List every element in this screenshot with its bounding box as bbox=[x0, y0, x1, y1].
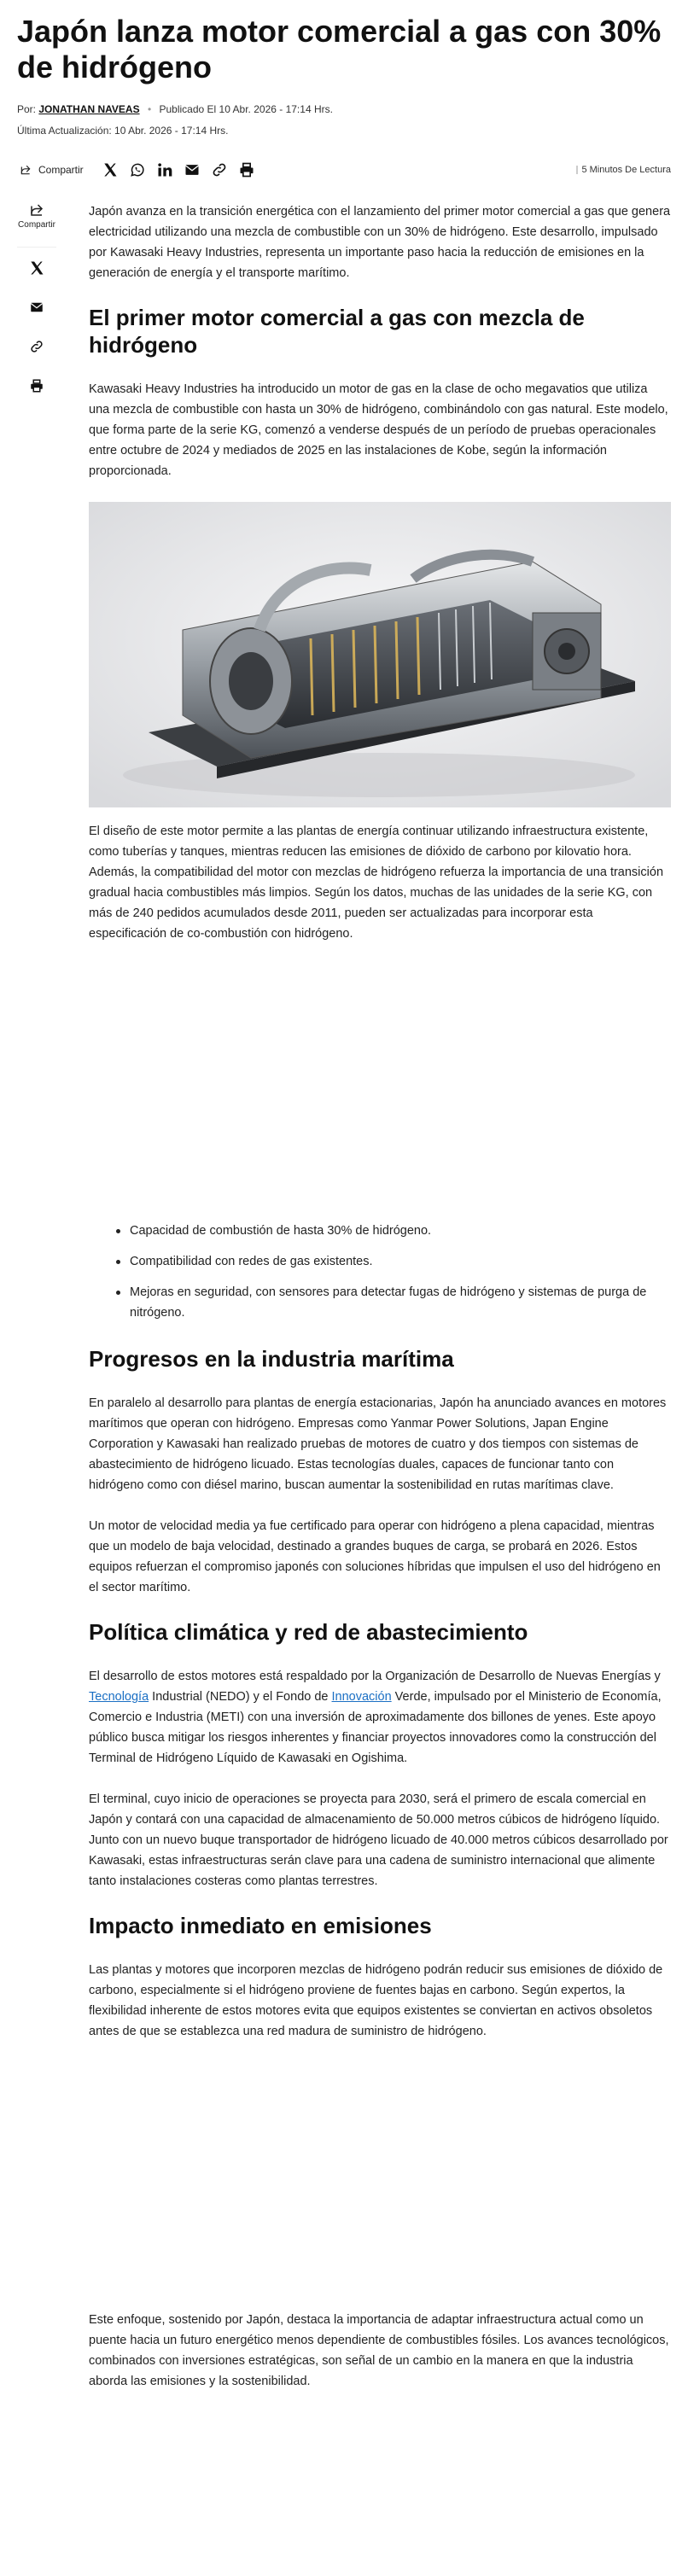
email-icon[interactable] bbox=[183, 160, 201, 179]
by-label: Por: bbox=[17, 103, 37, 115]
section-heading-first-engine: El primer motor comercial a gas con mezcla de hidrógeno bbox=[89, 305, 585, 358]
link-icon[interactable] bbox=[28, 338, 45, 355]
section-heading-policy: Política climática y red de abastecimiento bbox=[89, 1619, 528, 1645]
updated-date: Última Actualización: 10 Abr. 2026 - 17:14 Hrs. bbox=[17, 125, 229, 137]
link-icon[interactable] bbox=[210, 160, 229, 179]
x-icon[interactable] bbox=[28, 259, 45, 277]
paragraph-closing: Este enfoque, sostenido por Japón, destaca la importancia de adaptar infraestructura actual como un puente hacia un futuro energético menos dependiente de combustibles fósiles. Los avances tecnológicos, combinados con inversiones estratégicas, son señal de un cambio en la manera en que la industria aborda las emisiones y la sostenibilidad. bbox=[89, 2313, 669, 2388]
paragraph-maritime-2: Un motor de velocidad media ya fue certificado para operar con hidrógeno a plena capacidad, mientras que un modelo de baja velocidad, destinado a grandes buques de carga, se probará en 2026. Estos equipos refuerzan el compromiso japonés con soluciones híbridas que impulsen el uso del hidrógeno en el sector marítimo. bbox=[89, 1519, 661, 1594]
article-title: Japón lanza motor comercial a gas con 30% de hidrógeno bbox=[17, 14, 662, 85]
share-label: Compartir bbox=[38, 164, 84, 176]
read-time-label: 5 Minutos De Lectura bbox=[581, 165, 671, 175]
tecnologia-link[interactable]: Tecnología bbox=[89, 1690, 149, 1704]
email-icon[interactable] bbox=[28, 299, 45, 316]
rail-share-button[interactable] bbox=[18, 201, 55, 230]
share-rail bbox=[17, 201, 56, 394]
separator-dot: • bbox=[147, 103, 152, 115]
paragraph-maritime-1: En paralelo al desarrollo para plantas de energía estacionarias, Japón ha anunciado avances en motores marítimos que operan con hidrógeno. Empresas como Yanmar Power Solutions, Japan Engine Corporation y Kawasaki han realizado pruebas de motores de cuatro y dos tiempos con sistemas de abastecimiento de hidrógeno licuado. Estas tecnologías duales, capaces de funcionar tanto con hidrógeno como con diésel marino, buscan aumentar la sostenibilidad en rutas marítimas clave. bbox=[89, 1396, 667, 1492]
ad-space bbox=[89, 965, 671, 1221]
paragraph-policy-2: El terminal, cuyo inicio de operaciones se proyecta para 2030, será el primero de escala comercial en Japón y contará con una capacidad de almacenamiento de 50.000 metros cúbicos de hidrógeno líquido. Junto con un nuevo buque transportador de hidrógeno licuado de 40.000 metros cúbicos desarrollado por Kawasaki, estas infraestructuras serán clave para una cadena de suministro internacional que alimente tanto instalaciones costeras como plantas terrestres. bbox=[89, 1792, 668, 1888]
section-heading-maritime: Progresos en la industria marítima bbox=[89, 1346, 454, 1372]
paragraph-impact: Las plantas y motores que incorporen mezclas de hidrógeno podrán reducir sus emisiones de dióxido de carbono, especialmente si el hidrógeno proviene de fuentes bajas en carbono. Según expertos, la flexibilidad inherente de estos motores evita que equipos existentes se conviertan en activos obsoletos antes de que se establezca una red madura de suministro de hidrógeno. bbox=[89, 1963, 663, 2038]
byline bbox=[17, 102, 333, 116]
paragraph-policy-1 bbox=[89, 1666, 671, 1769]
feature-list bbox=[89, 1221, 671, 1323]
ad-space bbox=[89, 2062, 671, 2310]
article-body bbox=[89, 201, 671, 2412]
author-link[interactable]: JONATHAN NAVEAS bbox=[38, 103, 140, 115]
published-date: Publicado El 10 Abr. 2026 - 17:14 Hrs. bbox=[159, 103, 333, 115]
read-time-marker bbox=[576, 166, 578, 174]
rail-icons bbox=[17, 247, 56, 394]
share-bar bbox=[17, 160, 671, 180]
paragraph-design: El diseño de este motor permite a las plantas de energía continuar utilizando infraestructura existente, como tuberías y tanques, mientras reducen las emisiones de dióxido de carbono por kilovatio hora. Además, la compatibilidad del motor con mezclas de hidrógeno refuerza la importancia de una transición gradual hacia combustibles más limpios. Según los datos, muchas de las unidades de la serie KG, con más de 240 pedidos acumulados desde 2011, pueden ser actualizadas para incorporar esta especificación de co-combustión con hidrógeno. bbox=[89, 825, 664, 941]
list-item: Compatibilidad con redes de gas existentes. bbox=[120, 1251, 671, 1272]
policy-text-b: Industrial (NEDO) y el Fondo de bbox=[149, 1690, 332, 1704]
engine-illustration bbox=[89, 502, 671, 807]
paragraph-first-engine: Kawasaki Heavy Industries ha introducido un motor de gas en la clase de ocho megavatios que utiliza una mezcla de combustible con hasta un 30% de hidrógeno, combinándolo con gas natural. Este modelo, que forma parte de la serie KG, comenzó a venderse después de un período de pruebas operacionales entre octubre de 2024 y mediados de 2025 en las instalaciones de Kobe, según la información proporcionada. bbox=[89, 382, 668, 478]
whatsapp-icon[interactable] bbox=[128, 160, 147, 179]
share-icons bbox=[101, 160, 256, 179]
share-icon bbox=[17, 161, 34, 178]
policy-text-c: Verde, impulsado por el Ministerio de Economía, Comercio e Industria (METI) con una inversión de aproximadamente dos billones de yenes. Este apoyo público busca mitigar los riesgos inherentes y financiar proyectos innovadores como la construcción del Terminal de Hidrógeno Líquido de Kawasaki en Ogishima. bbox=[89, 1690, 662, 1765]
list-item: Capacidad de combustión de hasta 30% de hidrógeno. bbox=[120, 1221, 671, 1241]
list-item: Mejoras en seguridad, con sensores para detectar fugas de hidrógeno y sistemas de purga de nitrógeno. bbox=[120, 1282, 671, 1323]
share-button[interactable] bbox=[17, 161, 84, 178]
read-time bbox=[576, 165, 671, 175]
innovacion-link[interactable]: Innovación bbox=[331, 1690, 392, 1704]
policy-text-a: El desarrollo de estos motores está respaldado por la Organización de Desarrollo de Nuevas Energías y bbox=[89, 1670, 661, 1683]
print-icon[interactable] bbox=[28, 377, 45, 394]
print-icon[interactable] bbox=[237, 160, 256, 179]
section-heading-impact: Impacto inmediato en emisiones bbox=[89, 1913, 432, 1938]
intro-paragraph: Japón avanza en la transición energética con el lanzamiento del primer motor comercial a gas que genera electricidad utilizando una mezcla de combustible con un 30% de hidrógeno. Este desarrollo, impulsado por Kawasaki Heavy Industries, representa un importante paso hacia la reducción de emisiones en la generación de energía y el transporte marítimo. bbox=[89, 205, 671, 280]
engine-image bbox=[89, 502, 671, 807]
linkedin-icon[interactable] bbox=[155, 160, 174, 179]
x-icon[interactable] bbox=[101, 160, 120, 179]
rail-share-label: Compartir bbox=[18, 220, 55, 230]
share-icon bbox=[28, 201, 45, 219]
